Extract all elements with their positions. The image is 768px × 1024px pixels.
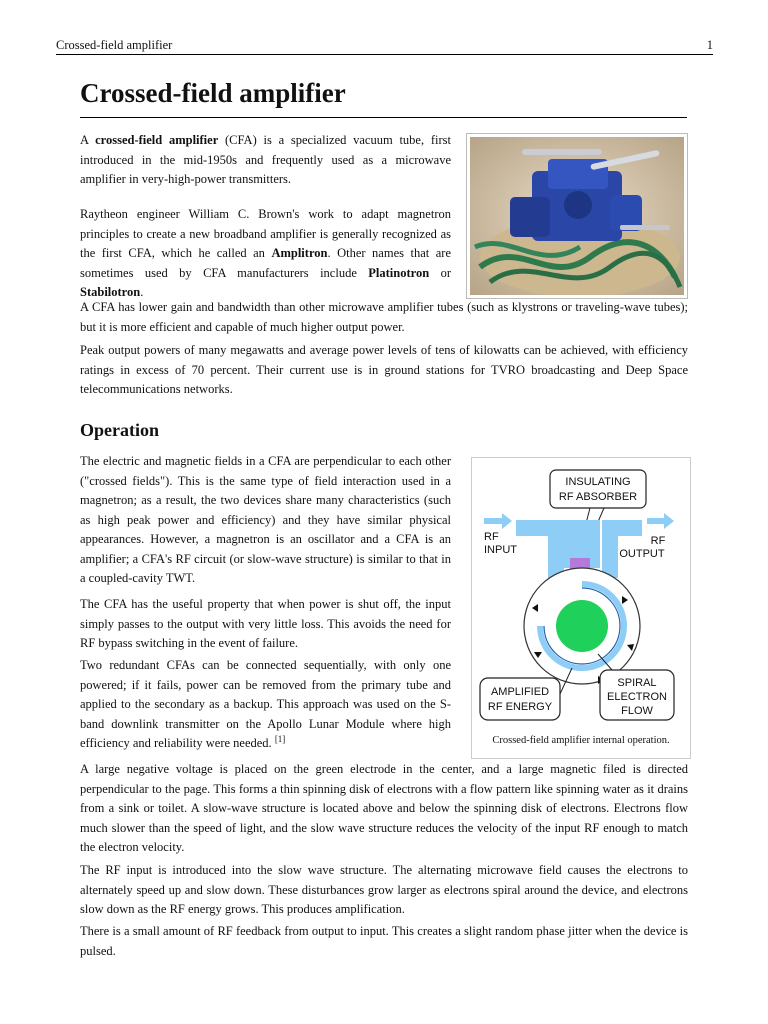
output-arrow-icon — [647, 513, 674, 529]
term-platinotron: Platinotron — [368, 265, 430, 280]
page-number: 1 — [706, 38, 713, 52]
operation-paragraph-2: The CFA has the useful property that when power is shut off, the input simply passes to the output with very little loss. This avoids the need for RF bypass switching in the event of failure. — [80, 597, 451, 650]
operation-paragraph-3: Two redundant CFAs can be connected sequentially, with only one powered; if it fails, power can be removed from the primary tube and applied to the secondary as a backup. This approach was used on the S-band downlink transmitter on the Apollo Lunar Module where high efficiency and reliability were needed. [1] — [80, 658, 451, 750]
amplified-label-line-1: AMPLIFIED — [490, 686, 550, 698]
cfa-photo — [466, 133, 688, 299]
spiral-label-line-3: FLOW — [621, 705, 653, 717]
operation-paragraph-5: The RF input is introduced into the slow wave structure. The alternating microwave field causes the electrons to alternately speed up and slow down. These disturbances grow larger as electrons spiral around the device, and electrons slow down as the RF energy grows. This produces amplification. — [80, 863, 688, 916]
spiral-label-line-2: ELECTRON — [607, 691, 667, 703]
term-stabilotron: Stabilotron — [80, 285, 141, 299]
cfa-photo-illustration — [470, 137, 684, 295]
operation-paragraph-4: A large negative voltage is placed on the green electrode in the center, and a large magnetic filed is directed perpendicular to the page. This forms a thin spinning disk of electrons with a flow pattern like spinning water as it drains from a sink or toilet. A slow-wave structure is located above and below the spinning disk of electrons. Electrons flow much slower than the speed of light, and the slow wave structure reduces the velocity of the input RF enough to match the electron velocity. — [80, 762, 688, 854]
intro-paragraph-3: A CFA has lower gain and bandwidth than other microwave amplifier tubes (such as klystrons or traveling-wave tubes); but it is more efficient and capable of much higher output power. — [80, 300, 688, 334]
reference-link[interactable]: [1] — [274, 733, 286, 744]
running-header — [56, 38, 713, 55]
operation-paragraph-1: The electric and magnetic fields in a CFA are perpendicular to each other ("crossed fields"). This is the same type of field interaction used in a magnetron; as a result, the two devices share many characteristics (such as high peak power and efficiency) and they have similar physical appearances. However, a magnetron is an oscillator and a CFA is an amplifier; a CFA's RF circuit (or slow-wave structure) is similar to that in a coupled-cavity TWT. — [80, 454, 451, 585]
rf-output-label-line-1: RF — [650, 535, 666, 547]
rf-input-label-line-1: RF — [484, 531, 499, 543]
rf-output-label-line-2: OUTPUT — [619, 548, 665, 560]
amplified-label-box — [480, 678, 560, 720]
cfa-diagram-figure — [471, 457, 691, 759]
green-electrode — [556, 600, 608, 652]
operation-paragraph-6: There is a small amount of RF feedback from output to input. This creates a slight random phase jitter when the device is pulsed. — [80, 924, 688, 958]
input-arrow-icon — [484, 513, 512, 529]
article-title: Crossed-field amplifier — [80, 78, 687, 118]
section-heading-operation: Operation — [80, 420, 159, 440]
rf-input-label-line-2: INPUT — [484, 544, 517, 556]
term-crossed-field-amplifier: crossed-field amplifier — [95, 133, 219, 147]
running-title: Crossed-field amplifier — [56, 38, 173, 52]
absorber-label-line-2: RF ABSORBER — [558, 491, 638, 503]
intro-paragraph-2: Raytheon engineer William C. Brown's work to adapt magnetron principles to create a new broadband amplifier is generally recognized as the first CFA, which he called an Amplitron. Other names that are sometimes used by CFA manufacturers include Platinotron or Stabilotron. — [80, 207, 452, 299]
term-amplitron: Amplitron — [271, 246, 328, 260]
absorber-label-line-1: INSULATING — [565, 476, 631, 488]
intro-paragraph-4: Peak output powers of many megawatts and average power levels of tens of kilowatts can be achieved, with efficiency ratings in excess of 70 percent. Their current use is in ground stations for TVRO broadcasting and Deep Space telecommunications networks. — [80, 343, 688, 396]
intro-paragraph-1: A crossed-field amplifier (CFA) is a specialized vacuum tube, first introduced in the mid-1950s and frequently used as a microwave amplifier in very-high-power transmitters. — [80, 133, 451, 186]
figure-caption: Crossed-field amplifier internal operation. — [492, 735, 670, 746]
rf-input-duct — [516, 520, 564, 578]
cfa-diagram — [472, 458, 690, 728]
amplified-label-line-2: RF ENERGY — [487, 701, 553, 713]
spiral-label-line-1: SPIRAL — [617, 677, 657, 689]
